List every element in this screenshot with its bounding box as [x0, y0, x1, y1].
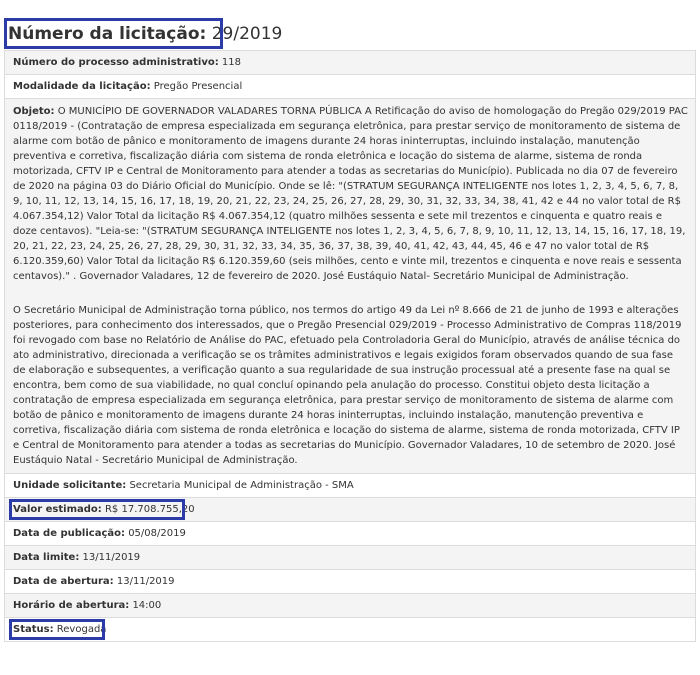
objeto-paragraph-1 [13, 104, 688, 284]
modalidade-label: Modalidade da licitação: [13, 81, 151, 92]
limite-value: 13/11/2019 [82, 552, 141, 563]
row-horario [4, 594, 696, 618]
unidade-value: Secretaria Municipal de Administração - SMA [129, 480, 354, 491]
status-label: Status: [13, 624, 54, 635]
publicacao-label: Data de publicação: [13, 528, 125, 539]
valor-value: R$ 17.708.755,20 [104, 504, 195, 515]
objeto-paragraph-2: O Secretário Municipal de Administração torna público, nos termos do artigo 49 da Lei nº 8.666 de 21 de junho de 1993 e alterações posteriores, para conhecimento dos interessados, que o Pregão Presencial 029/2019 - Processo Administrativo de Compras 118/2019 foi revogado com base no Relatório de Análise do PAC, efetuado pela Controladoria Geral do Município, através de análise técnica do ato administrativo, direcionada a verificação se os trâmites administrativos e legais exigidos foram observados quando de sua fase de elaboração e subsequentes, a verificação quanto a sua regularidade de sua instrução processual até a presente fase na qual se encontra, bem como de sua viabilidade, no qual concluí opinando pela anulação do processo. Constitui objeto desta licitação a contratação de empresa especializada em segurança eletrônica, para prestar serviço de monitoramento de sistema de alarme com botão de pânico e monitoramento de imagens durante 24 horas ininterruptas, incluindo instalação, manutenção preventiva e corretiva, fiscalização diária com sistema de ronda eletrônica e locação do sistema de alarme, sistema de ronda motorizada, CFTV IP e Central de Monitoramento para atender a todas as secretarias do Município. Governador Valadares, 10 de setembro de 2020. José Eustáquio Natal - Secretário Municipal de Administração. [13, 305, 682, 466]
row-publicacao [4, 522, 696, 546]
row-objeto [4, 99, 696, 474]
status-badge: Revogada [56, 624, 107, 635]
abertura-value: 13/11/2019 [116, 576, 175, 587]
processo-value: 118 [221, 57, 241, 68]
horario-label: Horário de abertura: [13, 600, 130, 611]
objeto-text-1: O MUNICÍPIO DE GOVERNADOR VALADARES TORNA PÚBLICA A Retificação do aviso de homologação do Pregão 029/2019 PAC 0118/2019 - (Contratação de empresa especializada em segurança eletrônica, para prestar serviço de monitoramento de sistema de alarme com botão de pânico e monitoramento de imagens durante 24 horas ininterruptas, incluindo instalação, manutenção preventiva e corretiva, fiscalização diária com sistema de ronda eletrônica e locação do sistema de alarme, sistema de ronda motorizada, CFTV IP e Central de Monitoramento para atender a todas as secretarias do Município). Publicada no dia 07 de fevereiro de 2020 na página 03 do Diário Oficial do Município. Onde se lê: "(STRATUM SEGURANÇA INTELIGENTE nos lotes 1, 2, 3, 4, 5, 6, 7, 8, 9, 10, 11, 12, 13, 14, 15, 16, 17, 18, 19, 20, 21, 22, 23, 24, 25, 26, 27, 28, 29, 30, 31, 32, 33, 34, 38, 41, 42 e 44 no valor total de R$ 4.067.354,12) Valor Total da licitação R$ 4.067.354,12 (quatro milhões sessenta e sete mil trezentos e cinquenta e quatro reais e doze centavos). "Leia-se: "(STRATUM SEGURANÇA INTELIGENTE nos lotes 1, 2, 3, 4, 5, 6, 7, 8, 9, 10, 11, 12, 13, 14, 15, 16, 17, 18, 19, 20, 21, 22, 23, 24, 25, 26, 27, 28, 29, 30, 31, 32, 33, 34, 35, 36, 37, 38, 39, 40, 41, 42, 43, 44, 45, 46 e 47 no valor total de R$ 6.120.359,60) Valor Total da licitação R$ 6.120.359,60 (seis milhões, cento e vinte mil, trezentos e cinquenta e nove reais e sessenta centavos)." . Governador Valadares, 12 de fevereiro de 2020. José Eustáquio Natal- Secretário Municipal de Administração. [13, 106, 688, 282]
details-table [4, 50, 696, 642]
abertura-label: Data de abertura: [13, 576, 114, 587]
objeto-label: Objeto: [13, 106, 55, 117]
processo-label: Número do processo administrativo: [13, 57, 219, 68]
valor-label: Valor estimado: [13, 504, 102, 515]
limite-label: Data limite: [13, 552, 80, 563]
licitacao-number-label: Número da licitação: [8, 24, 207, 44]
modalidade-value: Pregão Presencial [153, 81, 243, 92]
title-row [4, 2, 696, 50]
spacer [13, 284, 688, 303]
licitacao-detail [4, 2, 696, 642]
publicacao-value: 05/08/2019 [128, 528, 186, 539]
row-modalidade [4, 75, 696, 99]
unidade-label: Unidade solicitante: [13, 480, 127, 491]
row-processo [4, 51, 696, 75]
licitacao-number-value: 29/2019 [211, 24, 283, 44]
row-valor [4, 498, 696, 522]
row-status [4, 618, 696, 642]
row-abertura [4, 570, 696, 594]
row-unidade [4, 474, 696, 498]
row-limite [4, 546, 696, 570]
page-title [8, 22, 282, 46]
horario-value: 14:00 [132, 600, 162, 611]
